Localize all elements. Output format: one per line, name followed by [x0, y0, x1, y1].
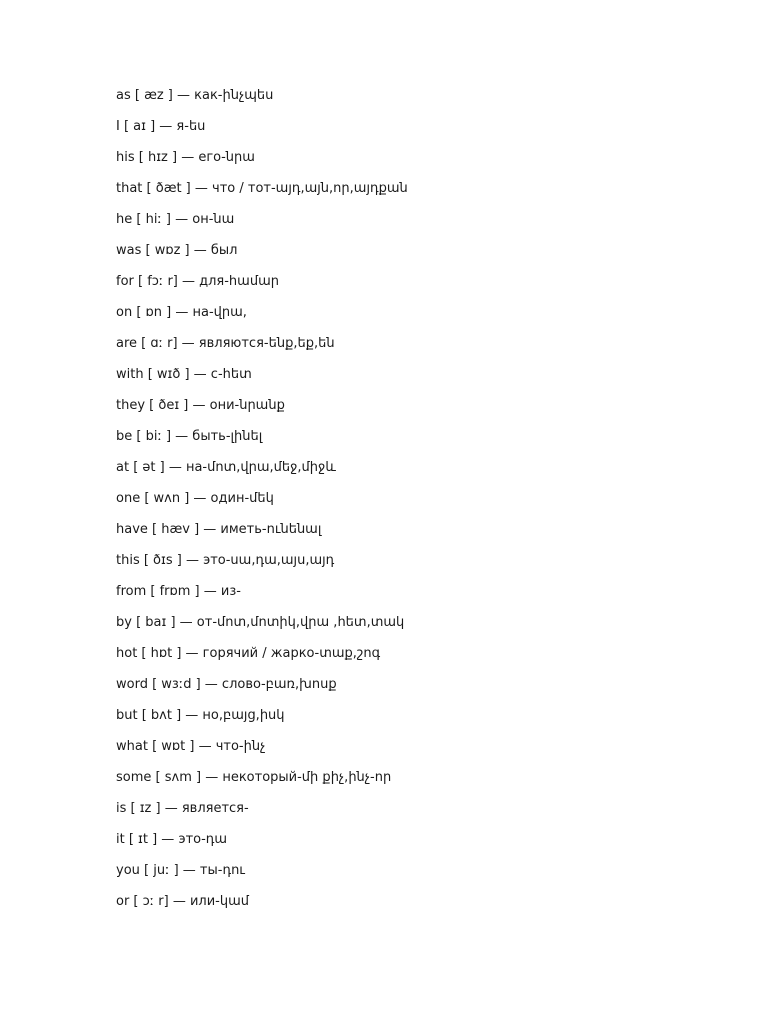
vocabulary-list	[116, 86, 408, 923]
vocab-entry: from [ frɒm ] — из-	[116, 584, 241, 599]
vocab-entry: at [ ət ] — на-մոտ,վրա,մեջ,միջև	[116, 460, 336, 475]
vocab-entry: or [ ɔː r] — или-կամ	[116, 894, 250, 909]
vocab-entry: hot [ hɒt ] — горячий / жарко-տաք,շոգ	[116, 646, 381, 661]
vocab-entry: is [ ɪz ] — является-	[116, 801, 249, 816]
vocab-entry: his [ hɪz ] — его-նրա	[116, 150, 255, 165]
vocab-entry: they [ ðeɪ ] — они-նրանք	[116, 398, 285, 413]
vocab-entry: what [ wɒt ] — что-ինչ	[116, 739, 266, 754]
vocab-entry: one [ wʌn ] — один-մեկ	[116, 491, 274, 506]
vocab-entry: are [ ɑː r] — являются-ենք,եք,են	[116, 336, 335, 351]
vocab-entry: he [ hiː ] — он-նա	[116, 212, 235, 227]
vocab-entry: was [ wɒz ] — был	[116, 243, 238, 258]
vocab-entry: this [ ðɪs ] — это-սա,դա,այս,այդ	[116, 553, 335, 568]
vocab-entry: word [ wɜːd ] — слово-բառ,խոսք	[116, 677, 337, 692]
vocab-entry: I [ aɪ ] — я-ես	[116, 119, 206, 134]
vocab-entry: be [ biː ] — быть-լինել	[116, 429, 263, 444]
vocab-entry: as [ æz ] — как-ինչպես	[116, 88, 274, 103]
vocab-entry: but [ bʌt ] — но,բայց,իսկ	[116, 708, 285, 723]
vocab-entry: that [ ðæt ] — что / тот-այդ,այն,որ,այդքան	[116, 181, 408, 196]
vocab-entry: by [ baɪ ] — от-մոտ,մոտիկ,վրա ,հետ,տակ	[116, 615, 405, 630]
vocab-entry: it [ ɪt ] — это-դա	[116, 832, 228, 847]
vocab-entry: with [ wɪð ] — с-հետ	[116, 367, 252, 382]
vocab-entry: some [ sʌm ] — некоторый-մի քիչ,ինչ-որ	[116, 770, 392, 785]
vocab-entry: you [ juː ] — ты-դու	[116, 863, 245, 878]
vocab-entry: have [ hæv ] — иметь-ունենալ	[116, 522, 322, 537]
vocab-entry: for [ fɔː r] — для-համար	[116, 274, 279, 289]
vocab-entry: on [ ɒn ] — на-վրա,	[116, 305, 247, 320]
